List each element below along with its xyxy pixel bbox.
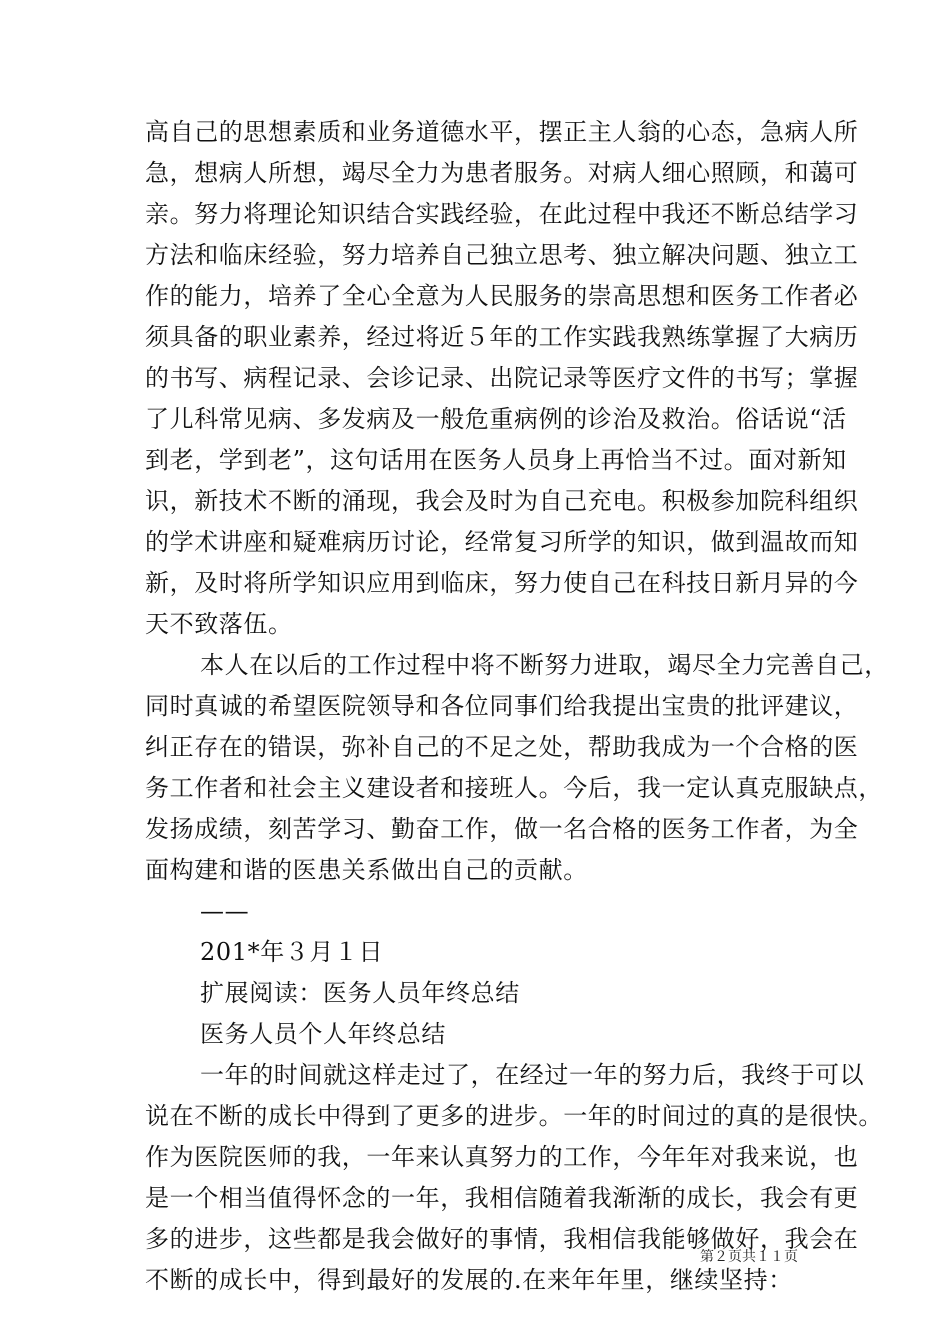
paragraph-line: 面构建和谐的医患关系做出自己的贡献。 <box>145 856 588 884</box>
paragraph-line: 一年的时间就这样走过了，在经过一年的努力后，我终于可以 <box>200 1061 865 1089</box>
paragraph-line: 天不致落伍。 <box>145 610 293 638</box>
section-title: 医务人员个人年终总结 <box>200 1020 446 1048</box>
paragraph-line: 是一个相当值得怀念的一年，我相信随着我渐渐的成长，我会有更 <box>145 1184 859 1212</box>
paragraph-line: 新，及时将所学知识应用到临床，努力使自己在科技日新月异的今 <box>145 569 859 597</box>
paragraph-line: 须具备的职业素养，经过将近５年的工作实践我熟练掌握了大病历 <box>145 323 859 351</box>
paragraph-line: 多的进步，这些都是我会做好的事情，我相信我能够做好，我会在 <box>145 1225 859 1253</box>
paragraph-line: 务工作者和社会主义建设者和接班人。今后，我一定认真克服缺点， <box>145 774 883 802</box>
paragraph-line: 发扬成绩，刻苦学习、勤奋工作，做一名合格的医务工作者，为全 <box>145 815 859 843</box>
paragraph-line: 到老，学到老”，这句话用在医务人员身上再恰当不过。面对新知 <box>145 446 847 474</box>
paragraph-line: 了儿科常见病、多发病及一般危重病例的诊治及救治。俗话说“活 <box>145 405 847 433</box>
paragraph-line: 纠正存在的错误，弥补自己的不足之处，帮助我成为一个合格的医 <box>145 733 859 761</box>
paragraph-line: 亲。努力将理论知识结合实践经验，在此过程中我还不断总结学习 <box>145 200 859 228</box>
paragraph-line: 识，新技术不断的涌现，我会及时为自己充电。积极参加院科组织 <box>145 487 859 515</box>
paragraph-line: 不断的成长中，得到最好的发展的.在来年年里，继续坚持： <box>145 1266 793 1294</box>
paragraph-line: 作为医院医师的我，一年来认真努力的工作，今年年对我来说，也 <box>145 1143 859 1171</box>
paragraph-line: 作的能力，培养了全心全意为人民服务的崇高思想和医务工作者必 <box>145 282 859 310</box>
paragraph-line: 的书写、病程记录、会诊记录、出院记录等医疗文件的书写；掌握 <box>145 364 859 392</box>
paragraph-line: 同时真诚的希望医院领导和各位同事们给我提出宝贵的批评建议， <box>145 692 859 720</box>
date-line: 201*年３月１日 <box>200 938 384 966</box>
paragraph-line: 方法和临床经验，努力培养自己独立思考、独立解决问题、独立工 <box>145 241 859 269</box>
extended-reading-heading: 扩展阅读：医务人员年终总结 <box>200 979 520 1007</box>
paragraph-line: 高自己的思想素质和业务道德水平，摆正主人翁的心态，急病人所 <box>145 118 859 146</box>
page-number: 第２页共１１页 <box>700 1249 798 1265</box>
paragraph-line: 说在不断的成长中得到了更多的进步。一年的时间过的真的是很快。 <box>145 1102 883 1130</box>
signature-dash: —— <box>200 897 250 925</box>
paragraph-line: 急，想病人所想，竭尽全力为患者服务。对病人细心照顾，和蔼可 <box>145 159 859 187</box>
paragraph-line: 本人在以后的工作过程中将不断努力进取，竭尽全力完善自己， <box>200 651 889 679</box>
paragraph-line: 的学术讲座和疑难病历讨论，经常复习所学的知识，做到温故而知 <box>145 528 859 556</box>
